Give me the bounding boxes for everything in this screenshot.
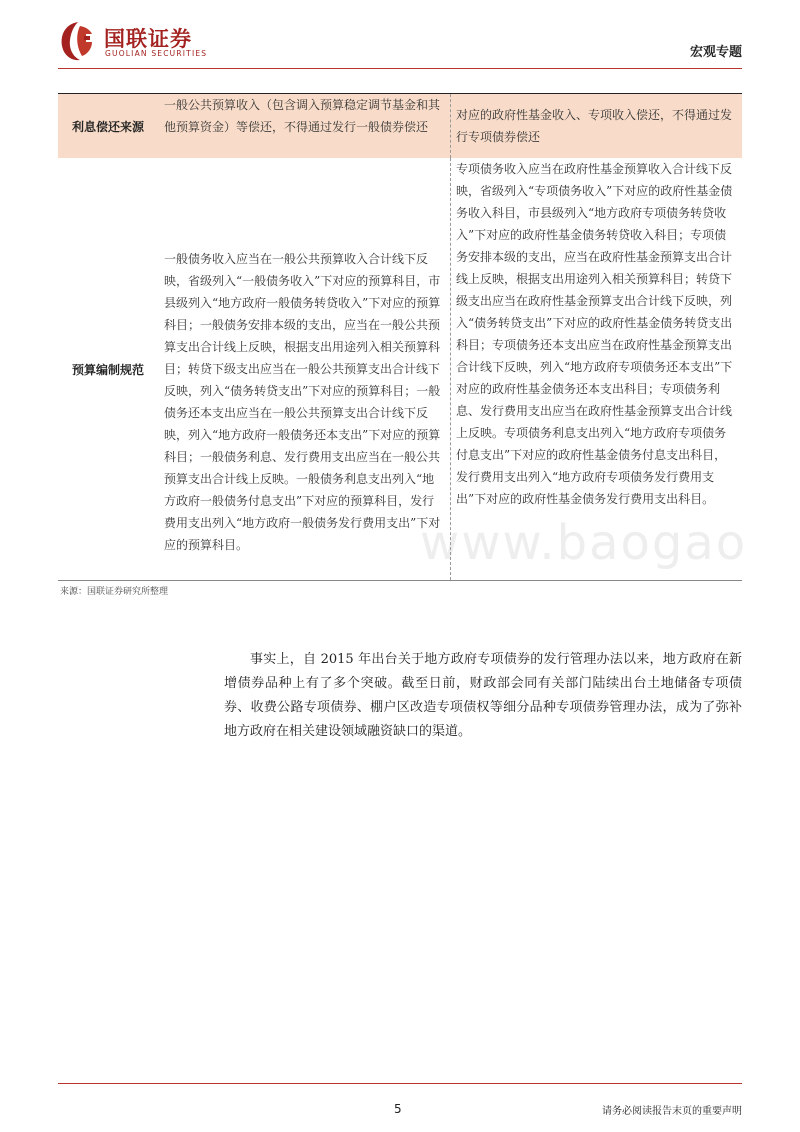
column-separator (450, 94, 451, 158)
company-logo (58, 20, 228, 62)
table-bottom-rule (58, 580, 742, 581)
cell-special-bond-interest-source: 对应的政府性基金收入、专项收入偿还，不得通过发行专项债券偿还 (450, 94, 742, 158)
page-number: 5 (394, 1102, 402, 1116)
row-label-budget-rules: 预算编制规范 (71, 362, 144, 377)
body-paragraph: 事实上，自 2015 年出台关于地方政府专项债券的发行管理办法以来，地方政府在新增债券品种上有了多个突破。截至日前，财政部会同有关部门陆续出台土地储备专项债券、收费公路专项债券、棚户区改造专项债权等细分品种专项债券管理办法，成为了弥补地方政府在相关建设领域融资缺口的渠道。 (224, 652, 742, 739)
watermark: www.baogao (420, 515, 748, 571)
brand-name-cn: 国联证券 (104, 27, 192, 51)
cell-special-bond-budget-rules: 专项债务收入应当在政府性基金预算收入合计线下反映，省级列入“专项债务收入”下对应的政府性基金债务收入科目，市县级列入“地方政府专项债务转贷收入”下对应的政府性基金债务转贷收入科目；专项债务安排本级的支出，应当在政府性基金预算支出合计线上反映，根据支出用途列入相关预算科目；转贷下级支出应当在政府性基金预算支出合计线下反映，列入“债务转贷支出”下对应的政府性基金债务转贷支出科目；专项债务还本支出应当在政府性基金预算支出合计线下反映，列入“地方政府专项债务还本支出”下对应的政府性基金债务还本支出科目；专项债务利息、发行费用支出应当在政府性基金预算支出合计线上反映。专项债务利息支出列入“地方政府专项债务付息支出”下对应的政府性基金债务付息支出科目，发行费用支出列入“地方政府专项债务发行费用支出”下对应的政府性基金债务发行费用支出科目。 (456, 162, 733, 506)
footer-divider (58, 1083, 742, 1084)
table-row-interest-source (58, 94, 742, 158)
debt-comparison-table (58, 93, 742, 581)
header-divider (58, 68, 742, 69)
cell-general-bond-budget-rules: 一般债务收入应当在一般公共预算收入合计线下反映，省级列入“一般债务收入”下对应的预算科目，市县级列入“地方政府一般债务转贷收入”下对应的预算科目；一般债务安排本级的支出，应当在一般公共预算支出合计线上反映，根据支出用途列入相关预算科目；转贷下级支出应当在一般公共预算支出合计线下反映，列入“债务转贷支出”下对应的预算科目；一般债务还本支出应当在一般公共预算支出合计线下反映，列入“地方政府一般债务还本支出”下对应的预算科目；一般债务利息、发行费用支出应当在一般公共预算支出合计线上反映。一般债务利息支出列入“地方政府一般债务付息支出”下对应的预算科目，发行费用支出列入“地方政府一般债务发行费用支出”下对应的预算科目。 (164, 252, 441, 552)
guolian-logo-icon (58, 20, 98, 62)
disclaimer-note: 请务必阅读报告末页的重要声明 (602, 1106, 742, 1117)
brand-name-en: GUOLIAN SECURITIES (105, 49, 208, 58)
cell-general-bond-interest-source: 一般公共预算收入（包含调入预算稳定调节基金和其他预算资金）等偿还，不得通过发行一般债券偿还 (158, 94, 450, 158)
table-source-note: 来源：国联证券研究所整理 (60, 587, 169, 597)
section-title: 宏观专题 (689, 45, 742, 60)
row-label-interest-source: 利息偿还来源 (58, 94, 158, 158)
